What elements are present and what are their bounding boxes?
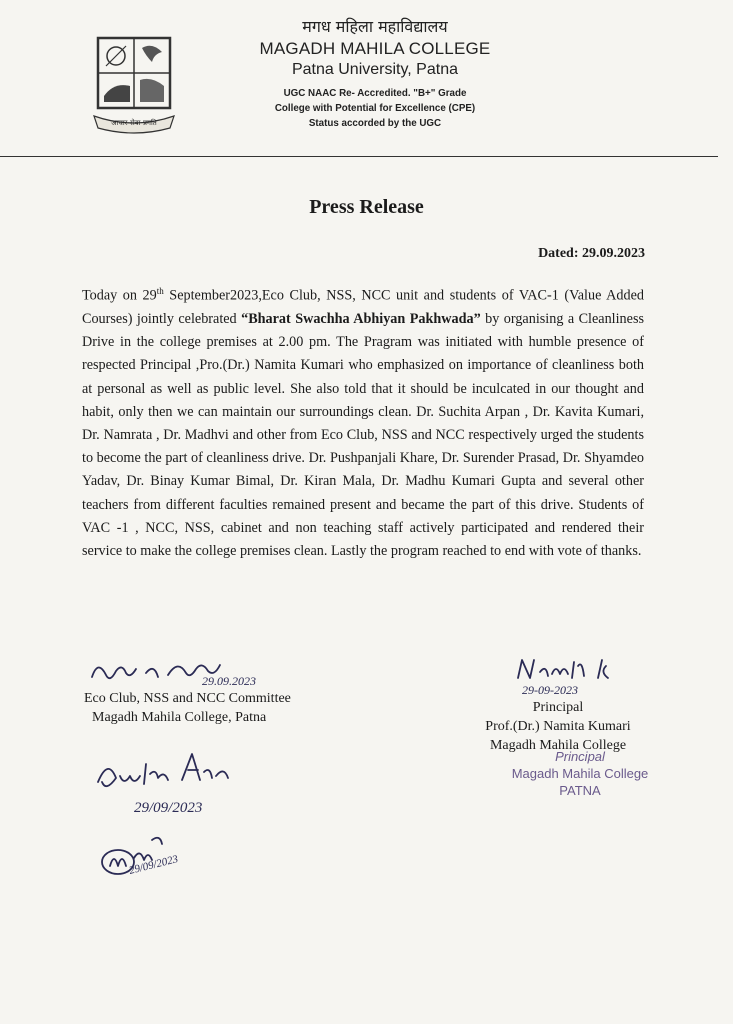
college-logo: [92, 36, 176, 134]
stamp-line: Magadh Mahila College: [511, 766, 649, 781]
letterhead: [230, 16, 520, 131]
document-title: Press Release: [309, 196, 424, 218]
committee-signature: [84, 655, 304, 689]
suchita-arpan-signature-date: 29/09/2023: [134, 800, 203, 816]
committee-name: Eco Club, NSS and NCC Committee: [84, 691, 291, 706]
committee-college: Magadh Mahila College, Patna: [92, 710, 267, 725]
suchita-arpan-signature: [90, 752, 260, 824]
madhvi-signature-date: 29/09/2023: [127, 853, 180, 877]
committee-signature-date: 29.09.2023: [202, 674, 256, 688]
principal-signature-date: 29-09-2023: [522, 683, 578, 697]
stamp-line: Principal: [555, 749, 605, 764]
accreditation-line: College with Potential for Excellence (CPE): [274, 103, 476, 114]
madhvi-signature: [96, 826, 236, 886]
college-name-hindi: मगध महिला महाविद्यालय: [302, 17, 448, 36]
press-release-body: [82, 280, 644, 563]
logo-motto: आचार-सेवा-प्रगति: [111, 119, 157, 127]
principal-college: Magadh Mahila College: [489, 738, 627, 753]
principal-title: Principal: [532, 700, 584, 715]
event-name: “Bharat Swachha Abhiyan Pakhwada”: [241, 310, 481, 327]
principal-signature-block: [458, 652, 658, 755]
superscript: th: [156, 286, 164, 296]
college-name: MAGADH MAHILA COLLEGE: [259, 39, 491, 58]
accreditation-line: Status accorded by the UGC: [308, 118, 442, 129]
body-text-segment: September2023,Eco Club, NSS, NCC unit and students of VAC-1 (Value Added Courses) jointly celebrated: [82, 287, 644, 327]
accreditation-block: [230, 86, 520, 131]
committee-signature-block: [84, 655, 324, 727]
header-divider: [0, 156, 718, 157]
principal-signature: [458, 652, 658, 698]
body-text-segment: by organising a Cleanliness Drive in the college premises at 2.00 pm. The Pragram was initiated with humble presence of respected Principal ,Pro.(Dr.) Namita Kumari who emphasized on importance of cleanliness both at personal as well as public level. She also told that it should be inculcated in our thought and habit, only then we can maintain our surroundings clean. Dr. Suchita Arpan , Dr. Kavita Kumari, Dr. Namrata , Dr. Madhvi and other from Eco Club, NSS and NCC respectively urged the students to become the part of cleanliness drive. Dr. Pushpanjali Khare, Dr. Surender Prasad, Dr. Shyamdeo Yadav, Dr. Binay Kumar Bimal, Dr. Kiran Mala, Dr. Madhu Kumari Gupta and several other teachers from different faculties remained present and became the part of this drive. Students of VAC -1 , NCC, NSS, cabinet and non teaching staff actively participated and rendered their service to make the college premises clean. Lastly the program reached to end with vote of thanks.: [82, 310, 644, 559]
university-name: Patna University, Patna: [291, 61, 458, 78]
accreditation-line: UGC NAAC Re- Accredited. "B+" Grade: [283, 88, 467, 99]
stamp-line: PATNA: [559, 783, 601, 798]
principal-name: Prof.(Dr.) Namita Kumari: [485, 719, 631, 734]
body-text-segment: Today on 29: [82, 287, 157, 304]
principal-stamp: [500, 748, 660, 799]
document-date: Dated: 29.09.2023: [538, 246, 645, 261]
